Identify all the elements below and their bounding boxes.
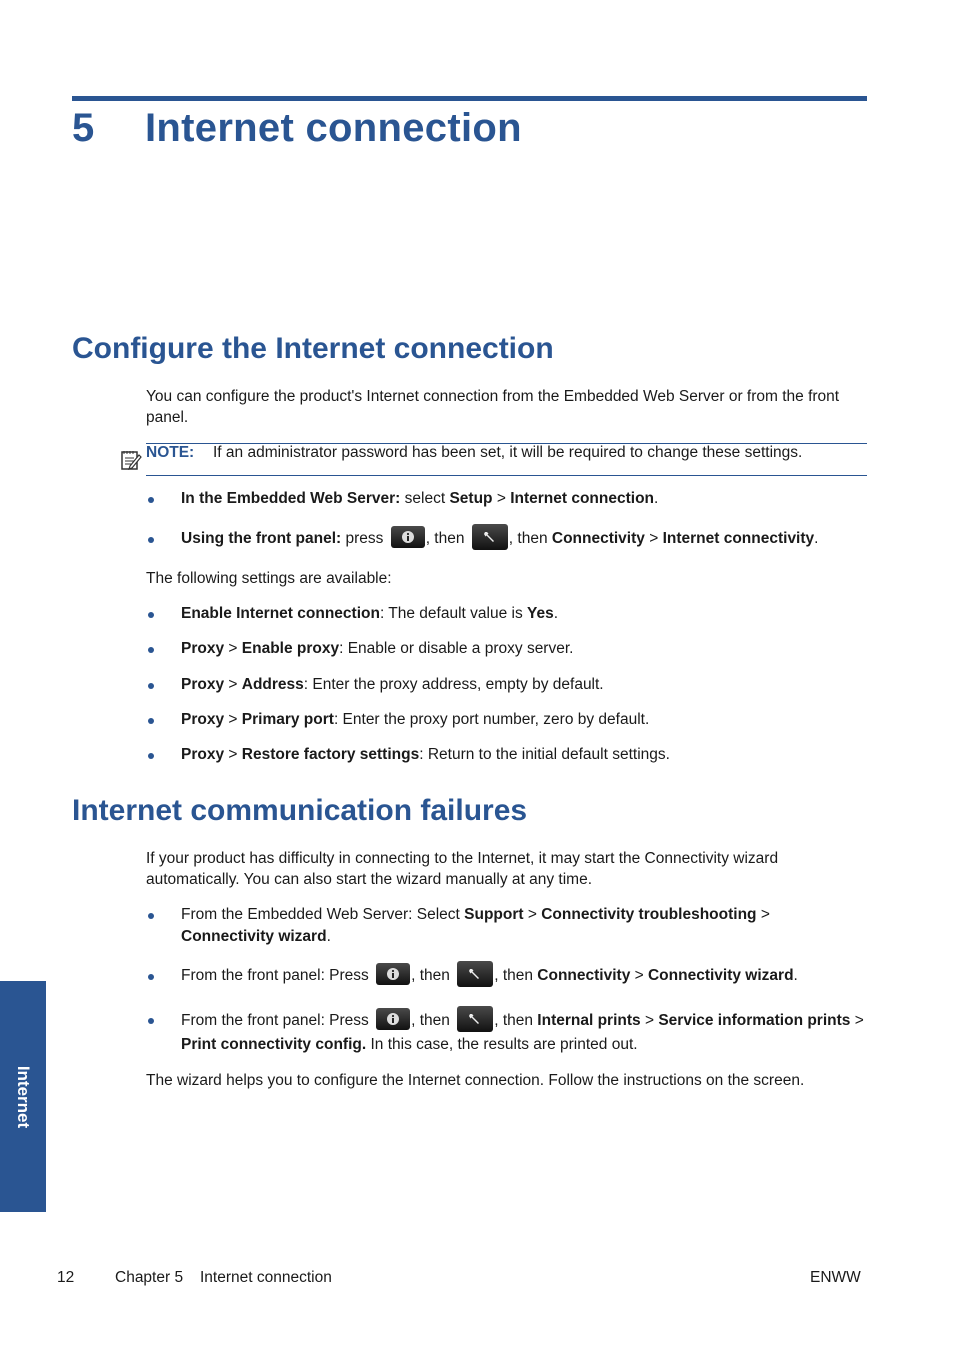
chapter-title bbox=[72, 106, 522, 151]
bullet-icon bbox=[148, 718, 154, 724]
note-bottom-rule bbox=[146, 475, 867, 476]
note-box bbox=[118, 443, 867, 476]
failures-outro: The wizard helps you to configure the Internet connection. Follow the instructions on the screen. bbox=[146, 1072, 805, 1089]
list-item-front-panel-access: Using the front panel: press , then , then Connectivity > Internet connectivity. bbox=[146, 528, 866, 550]
note-text: If an administrator password has been set, it will be required to change these settings. bbox=[213, 444, 803, 461]
bullet-icon bbox=[148, 497, 154, 503]
chapter-title-text: Internet connection bbox=[145, 106, 522, 150]
bullet-icon bbox=[148, 537, 154, 543]
chapter-number: 5 bbox=[72, 106, 95, 150]
chapter-rule bbox=[72, 96, 867, 101]
bullet-icon bbox=[148, 683, 154, 689]
wrench-button-icon bbox=[472, 524, 508, 550]
list-item-setting: Proxy > Enable proxy: Enable or disable a proxy server. bbox=[146, 638, 866, 660]
wrench-button-icon bbox=[457, 1006, 493, 1032]
list-item-ews-wizard: From the Embedded Web Server: Select Support > Connectivity troubleshooting > Connectivity wizard. bbox=[146, 904, 866, 948]
info-button-icon bbox=[391, 526, 425, 548]
side-tab-internet bbox=[0, 981, 46, 1212]
list-item-setting: Proxy > Primary port: Enter the proxy port number, zero by default. bbox=[146, 709, 866, 731]
bullet-icon bbox=[148, 753, 154, 759]
settings-intro: The following settings are available: bbox=[146, 570, 392, 587]
bullet-icon bbox=[148, 974, 154, 980]
footer-chapter-title: Internet connection bbox=[200, 1269, 332, 1286]
note-label: NOTE: bbox=[146, 444, 195, 461]
note-pencil-icon bbox=[120, 447, 144, 471]
bullet-icon bbox=[148, 647, 154, 653]
failures-intro: If your product has difficulty in connecting to the Internet, it may start the Connectivity wizard automatically. You can also start the wizard manually at any time. bbox=[146, 850, 779, 888]
section-heading-failures: Internet communication failures bbox=[72, 794, 528, 827]
footer-chapter: Chapter 5 bbox=[115, 1269, 184, 1286]
list-item-setting: Proxy > Address: Enter the proxy address, empty by default. bbox=[146, 674, 866, 696]
side-tab-label: Internet bbox=[14, 1065, 33, 1128]
list-item-fp-wizard: From the front panel: Press , then , then Connectivity > Connectivity wizard. bbox=[146, 965, 866, 987]
list-item-fp-print-config: From the front panel: Press , then , then Internal prints > Service information prints > Print connectivity config. In this case, the results are printed out. bbox=[146, 1009, 866, 1057]
info-button-icon bbox=[376, 963, 410, 985]
bullet-icon bbox=[148, 913, 154, 919]
list-item-setting: Enable Internet connection: The default value is Yes. bbox=[146, 603, 866, 625]
footer-page-number: 12 bbox=[57, 1269, 75, 1286]
wrench-button-icon bbox=[457, 961, 493, 987]
bullet-icon bbox=[148, 612, 154, 618]
footer-locale: ENWW bbox=[810, 1269, 861, 1286]
list-item-ews-access: In the Embedded Web Server: select Setup > Internet connection. bbox=[146, 488, 866, 510]
list-item-setting: Proxy > Restore factory settings: Return to the initial default settings. bbox=[146, 744, 866, 766]
info-button-icon bbox=[376, 1008, 410, 1030]
configure-intro: You can configure the product's Internet connection from the Embedded Web Server or from the front panel. bbox=[146, 388, 840, 426]
section-heading-configure: Configure the Internet connection bbox=[72, 332, 554, 365]
bullet-icon bbox=[148, 1018, 154, 1024]
